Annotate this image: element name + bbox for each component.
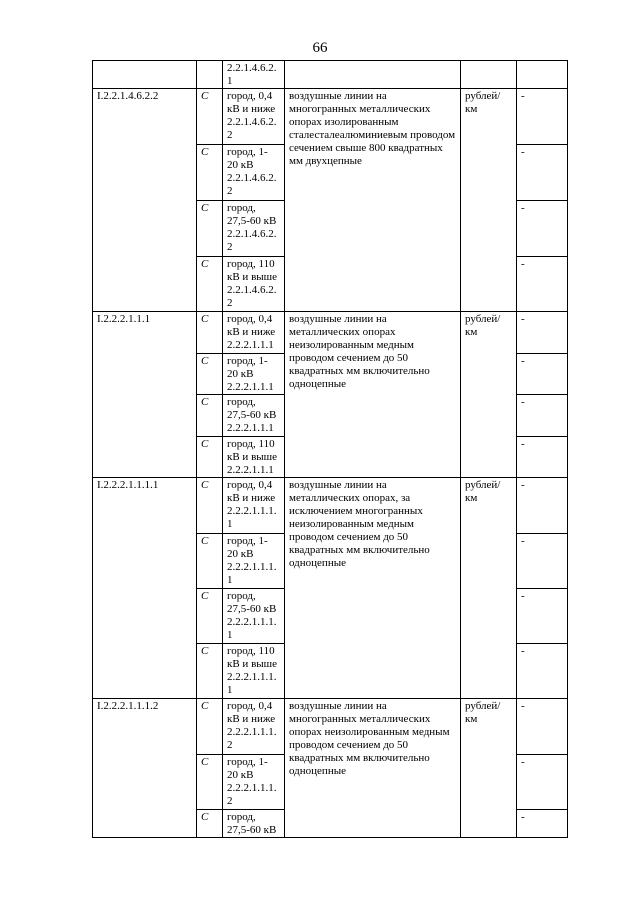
value-cell: - bbox=[517, 810, 568, 838]
voltage-cell: город, 27,5-60 кВ 2.2.1.4.6.2. 2 bbox=[223, 201, 285, 257]
symbol-cell: C bbox=[197, 644, 223, 699]
value-cell: - bbox=[517, 201, 568, 257]
symbol-cell: C bbox=[197, 589, 223, 644]
value-cell: - bbox=[517, 755, 568, 810]
symbol-cell: C bbox=[197, 89, 223, 145]
voltage-cell: город, 0,4 кВ и ниже 2.2.2.1.1.1. 1 bbox=[223, 478, 285, 534]
symbol-cell: C bbox=[197, 478, 223, 534]
value-cell: - bbox=[517, 534, 568, 589]
symbol-cell: C bbox=[197, 354, 223, 395]
value-cell: - bbox=[517, 354, 568, 395]
value-cell: - bbox=[517, 699, 568, 755]
voltage-cell: город, 0,4 кВ и ниже 2.2.2.1.1.1 bbox=[223, 312, 285, 354]
voltage-cell: город, 1- 20 кВ 2.2.1.4.6.2. 2 bbox=[223, 145, 285, 201]
unit-cell: рублей/ км bbox=[461, 89, 517, 312]
voltage-cell: город, 110 кВ и выше 2.2.1.4.6.2. 2 bbox=[223, 257, 285, 312]
value-cell: - bbox=[517, 478, 568, 534]
description-cell: воздушные линии на многогранных металлических опорах неизолированным медным проводом сечением до 50 квадратных мм включительно одноцепные bbox=[285, 699, 461, 838]
voltage-cell: город, 110 кВ и выше 2.2.2.1.1.1 bbox=[223, 437, 285, 478]
code-cell: I.2.2.1.4.6.2.2 bbox=[93, 89, 197, 312]
value-cell: - bbox=[517, 257, 568, 312]
value-cell: - bbox=[517, 437, 568, 478]
description-cell: воздушные линии на многогранных металлических опорах изолированным сталесталеалюминиевым проводом сечением свыше 800 квадратных мм двухцепные bbox=[285, 89, 461, 312]
symbol-cell: C bbox=[197, 755, 223, 810]
unit-cell: рублей/ км bbox=[461, 478, 517, 699]
code-cell: I.2.2.2.1.1.1.2 bbox=[93, 699, 197, 838]
table-row bbox=[93, 312, 568, 354]
description-cell: воздушные линии на металлических опорах, за исключением многогранных неизолированным медным проводом сечением до 50 квадратных мм включительно одноцепные bbox=[285, 478, 461, 699]
value-cell bbox=[517, 61, 568, 89]
symbol-cell: C bbox=[197, 699, 223, 755]
table-row bbox=[93, 61, 568, 89]
symbol-cell: C bbox=[197, 810, 223, 838]
unit-cell: рублей/ км bbox=[461, 699, 517, 838]
symbol-cell: C bbox=[197, 395, 223, 437]
symbol-cell: C bbox=[197, 312, 223, 354]
code-cell: I.2.2.2.1.1.1 bbox=[93, 312, 197, 478]
symbol-cell: C bbox=[197, 257, 223, 312]
voltage-cell: 2.2.1.4.6.2. 1 bbox=[223, 61, 285, 89]
voltage-cell: город, 27,5-60 кВ 2.2.2.1.1.1. 1 bbox=[223, 589, 285, 644]
description-cell bbox=[285, 61, 461, 89]
page-number: 66 bbox=[312, 40, 328, 56]
voltage-cell: город, 27,5-60 кВ bbox=[223, 810, 285, 838]
unit-cell bbox=[461, 61, 517, 89]
symbol-cell: C bbox=[197, 534, 223, 589]
description-cell: воздушные линии на металлических опорах неизолированным медным проводом сечением до 50 квадратных мм включительно одноцепные bbox=[285, 312, 461, 478]
voltage-cell: город, 110 кВ и выше 2.2.2.1.1.1. 1 bbox=[223, 644, 285, 699]
value-cell: - bbox=[517, 89, 568, 145]
voltage-cell: город, 1- 20 кВ 2.2.2.1.1.1. 1 bbox=[223, 534, 285, 589]
voltage-cell: город, 27,5-60 кВ 2.2.2.1.1.1 bbox=[223, 395, 285, 437]
table-row bbox=[93, 89, 568, 145]
voltage-cell: город, 1- 20 кВ 2.2.2.1.1.1 bbox=[223, 354, 285, 395]
table-row bbox=[93, 478, 568, 534]
unit-cell: рублей/ км bbox=[461, 312, 517, 478]
voltage-cell: город, 1- 20 кВ 2.2.2.1.1.1. 2 bbox=[223, 755, 285, 810]
code-cell: I.2.2.2.1.1.1.1 bbox=[93, 478, 197, 699]
voltage-cell: город, 0,4 кВ и ниже 2.2.1.4.6.2. 2 bbox=[223, 89, 285, 145]
symbol-cell bbox=[197, 61, 223, 89]
tariff-table bbox=[92, 60, 568, 838]
symbol-cell: C bbox=[197, 201, 223, 257]
value-cell: - bbox=[517, 312, 568, 354]
code-cell bbox=[93, 61, 197, 89]
value-cell: - bbox=[517, 589, 568, 644]
symbol-cell: C bbox=[197, 437, 223, 478]
table-row bbox=[93, 699, 568, 755]
symbol-cell: C bbox=[197, 145, 223, 201]
value-cell: - bbox=[517, 145, 568, 201]
value-cell: - bbox=[517, 395, 568, 437]
value-cell: - bbox=[517, 644, 568, 699]
voltage-cell: город, 0,4 кВ и ниже 2.2.2.1.1.1. 2 bbox=[223, 699, 285, 755]
